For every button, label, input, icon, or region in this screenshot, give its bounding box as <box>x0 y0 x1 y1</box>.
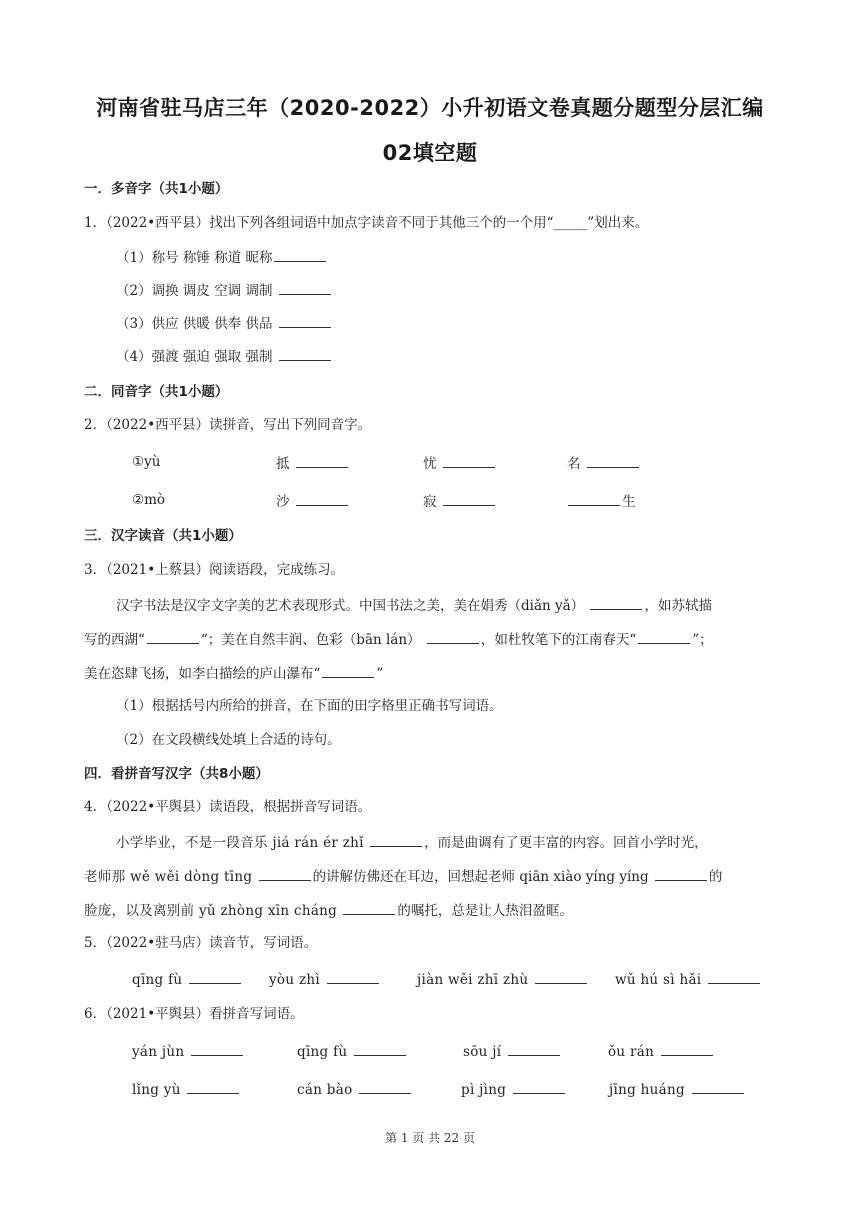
question-4-passage-line3: 脸庞，以及离别前 yǔ zhòng xīn cháng 的嘱托，总是让人热泪盈眶。 <box>84 900 784 920</box>
question-4-stem: 4．（2022•平舆县）读语段，根据拼音写词语。 <box>84 799 372 815</box>
answer-blank[interactable] <box>191 1041 243 1056</box>
question-5-item-3: jiàn wěi zhī zhù <box>417 969 589 989</box>
answer-blank[interactable] <box>427 629 479 644</box>
question-2-row1-label: ①yù <box>132 454 161 470</box>
answer-blank[interactable] <box>661 1041 713 1056</box>
question-2-row2-c: 生 <box>566 491 636 511</box>
question-3-passage-line1: 汉字书法是汉字文字美的艺术表现形式。中国书法之美，美在娟秀（diǎn yǎ） ，如苏轼描 <box>116 595 816 615</box>
question-2-row2-label: ②mò <box>132 492 166 508</box>
question-3-passage-line3: 美在恣肆飞扬，如李白描绘的庐山瀑布“ ” <box>84 663 784 683</box>
question-3-sub1: （1）根据括号内所给的拼音，在下面的田字格里正确书写词语。 <box>116 698 503 714</box>
question-6-row1-item-1: yán jùn <box>132 1041 245 1061</box>
question-1-item-4: （4）强渡 强迫 强取 强制 <box>116 346 816 366</box>
question-3-sub2: （2）在文段横线处填上合适的诗句。 <box>116 732 341 748</box>
answer-blank[interactable] <box>535 969 587 984</box>
answer-blank[interactable] <box>296 453 348 468</box>
answer-blank[interactable] <box>259 866 311 881</box>
question-6-row2-item-2: cán bào <box>297 1079 413 1099</box>
question-1-item-3: （3）供应 供暖 供奉 供品 <box>116 313 816 333</box>
question-3-passage-line2: 写的西湖“ “；美在自然丰润、色彩（bān lán） ，如杜牧笔下的江南春天“ ”； <box>84 629 784 649</box>
section-heading-pinyin-to-characters: 四．看拼音写汉字（共8小题） <box>84 766 269 782</box>
section-heading-polyphone: 一．多音字（共1小题） <box>84 181 229 197</box>
question-4-passage-line2: 老师那 wě wěi dòng tīng 的讲解仿佛还在耳边，回想起老师 qiān xiào yíng yíng 的 <box>84 866 784 886</box>
document-title-line1: 河南省驻马店三年（2020-2022）小升初语文卷真题分题型分层汇编 <box>96 96 764 120</box>
question-3-stem: 3．（2021•上蔡县）阅读语段，完成练习。 <box>84 562 345 578</box>
question-6-row1-item-3: sōu jí <box>463 1041 562 1061</box>
answer-blank[interactable] <box>443 491 495 506</box>
answer-blank[interactable] <box>343 900 395 915</box>
question-6-row2-item-4: jīng huáng <box>609 1079 746 1099</box>
question-2-row1-a: 抵 <box>276 453 350 473</box>
answer-blank[interactable] <box>638 629 690 644</box>
answer-blank[interactable] <box>587 453 639 468</box>
answer-blank[interactable] <box>508 1041 560 1056</box>
answer-blank[interactable] <box>279 346 331 361</box>
answer-blank[interactable] <box>189 969 241 984</box>
answer-blank[interactable] <box>692 1079 744 1094</box>
answer-blank[interactable] <box>327 969 379 984</box>
question-6-row2-item-3: pì jìng <box>461 1079 567 1099</box>
question-1-stem: 1．（2022•西平县）找出下列各组词语中加点字读音不同于其他三个的一个用“_____”划出来。 <box>84 215 649 231</box>
answer-blank[interactable] <box>655 866 707 881</box>
answer-blank[interactable] <box>513 1079 565 1094</box>
question-6-row2-item-1: lǐng yù <box>132 1079 241 1099</box>
answer-blank[interactable] <box>279 280 331 295</box>
answer-blank[interactable] <box>370 832 422 847</box>
question-1-item-2: （2）调换 调皮 空调 调制 <box>116 280 816 300</box>
answer-blank[interactable] <box>274 247 326 262</box>
page-number-footer: 第 1 页 共 22 页 <box>385 1131 475 1145</box>
answer-blank[interactable] <box>296 491 348 506</box>
answer-blank[interactable] <box>322 663 374 678</box>
answer-blank[interactable] <box>147 629 199 644</box>
question-5-item-2: yòu zhì <box>269 969 381 989</box>
question-2-stem: 2．（2022•西平县）读拼音，写出下列同音字。 <box>84 417 372 433</box>
question-6-row1-item-2: qīng fù <box>297 1041 408 1061</box>
question-6-stem: 6．（2021•平舆县）看拼音写词语。 <box>84 1006 304 1022</box>
answer-blank[interactable] <box>279 313 331 328</box>
question-2-row2-a: 沙 <box>276 491 350 511</box>
answer-blank[interactable] <box>354 1041 406 1056</box>
answer-blank[interactable] <box>708 969 760 984</box>
answer-blank[interactable] <box>590 595 642 610</box>
question-1-item-1: （1）称号 称锤 称道 昵称 <box>116 247 816 267</box>
document-title-line2: 02填空题 <box>382 141 478 165</box>
answer-blank[interactable] <box>187 1079 239 1094</box>
question-2-row2-b: 寂 <box>423 491 497 511</box>
answer-blank[interactable] <box>443 453 495 468</box>
question-5-item-4: wǔ hú sì hǎi <box>615 969 762 989</box>
section-heading-homophone: 二．同音字（共1小题） <box>84 384 229 400</box>
answer-blank[interactable] <box>359 1079 411 1094</box>
question-5-stem: 5．（2022•驻马店）读音节，写词语。 <box>84 935 318 951</box>
question-4-passage-line1: 小学毕业，不是一段音乐 jiá rán ér zhǐ ，而是曲调有了更丰富的内容。回首小学时光， <box>116 832 816 852</box>
answer-blank[interactable] <box>568 491 620 506</box>
question-2-row1-b: 忧 <box>423 453 497 473</box>
question-6-row1-item-4: ǒu rán <box>608 1041 715 1061</box>
question-2-row1-c: 名 <box>567 453 641 473</box>
question-5-item-1: qīng fù <box>132 969 243 989</box>
section-heading-pronunciation: 三．汉字读音（共1小题） <box>84 528 242 544</box>
